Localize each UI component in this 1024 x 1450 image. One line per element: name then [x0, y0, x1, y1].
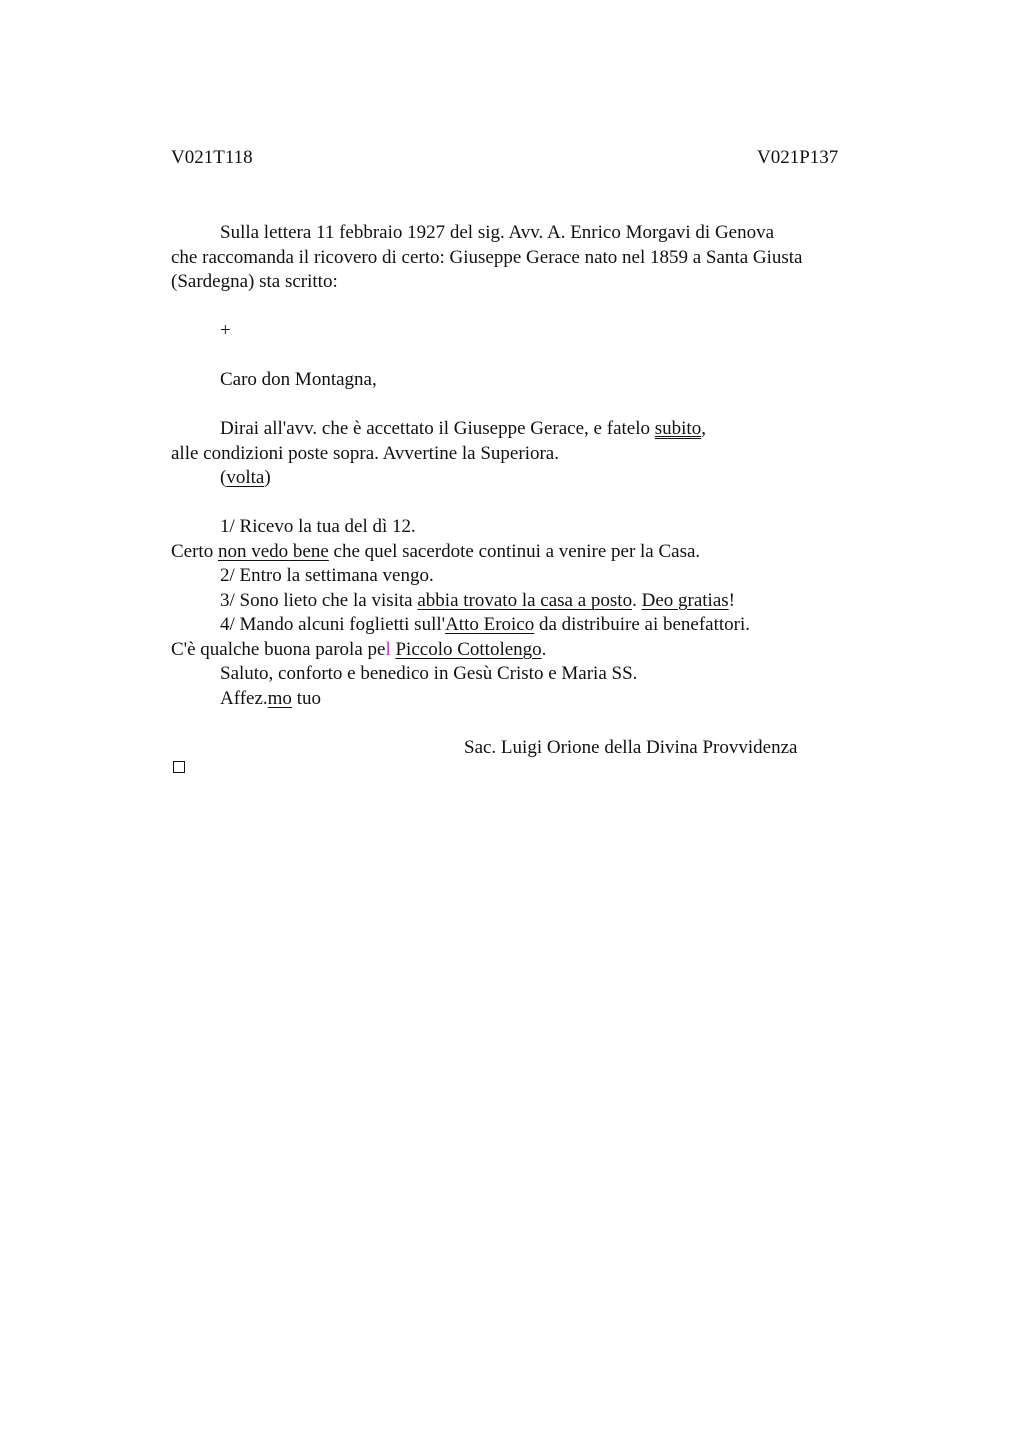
- intro-line-3: (Sardegna) sta scritto:: [171, 271, 338, 292]
- point-text: 4/ Mando alcuni foglietti sull': [220, 614, 446, 635]
- point-2: 2/ Entro la settimana vengo.: [220, 565, 434, 586]
- underlined-phrase: non vedo bene: [217, 540, 329, 562]
- spacer: [171, 393, 871, 418]
- note-line-2: alle condizioni poste sopra. Avvertine la Superiora.: [171, 442, 559, 464]
- signature: Sac. Luigi Orione della Divina Provvidenza: [464, 736, 798, 758]
- closing-text: tuo: [291, 687, 321, 709]
- point-text: !: [728, 589, 735, 611]
- spacer: [171, 491, 871, 516]
- point-4-continued: [171, 638, 871, 663]
- underlined-phrase-piccolo-cottolengo: Piccolo Cottolengo: [395, 638, 542, 660]
- note-line-1: [171, 417, 871, 442]
- document-code-right: V021P137: [757, 147, 839, 168]
- paren-open: (: [220, 467, 227, 488]
- intro-line-2: che raccomanda il ricovero di certo: Giuseppe Gerace nato nel 1859 a Santa Giusta: [171, 246, 803, 268]
- point-4: [171, 613, 871, 638]
- point-3: [171, 589, 871, 614]
- point-text: che quel sacerdote continui a venire per la Casa.: [328, 540, 701, 562]
- paren-close: ): [264, 467, 271, 488]
- point-text: .: [632, 589, 642, 611]
- spacer: [171, 295, 871, 320]
- closing-affez: [171, 687, 871, 712]
- point-1-continued: [171, 540, 871, 565]
- point-text: C'è qualche buona parola pe: [171, 638, 386, 660]
- underlined-phrase-deo-gratias: Deo gratias: [641, 589, 729, 611]
- note-text: Dirai all'avv. che è accettato il Giuseppe Gerace, e fatelo: [220, 418, 655, 439]
- underlined-phrase: abbia trovato la casa a posto: [417, 589, 633, 611]
- note-punct: ,: [701, 418, 706, 439]
- salutation: Caro don Montagna,: [220, 369, 377, 390]
- underlined-word-volta: volta: [226, 467, 265, 488]
- point-text: 3/ Sono lieto che la visita: [220, 589, 418, 611]
- cross-mark: +: [220, 320, 231, 341]
- underlined-word-subito: subito: [654, 418, 702, 439]
- point-text: .: [541, 638, 547, 660]
- highlighted-letter: l: [385, 638, 391, 660]
- underlined-abbrev-mo: mo: [267, 687, 292, 709]
- underlined-phrase-atto-eroico: Atto Eroico: [445, 614, 535, 635]
- closing-greeting: Saluto, conforto e benedico in Gesù Cristo e Maria SS.: [220, 663, 638, 684]
- spacer: [171, 711, 871, 736]
- letter-body: [171, 221, 871, 760]
- end-of-document-box-icon: [173, 761, 185, 773]
- document-code-left: V021T118: [171, 147, 253, 168]
- closing-text: Affez.: [220, 687, 268, 709]
- spacer: [171, 344, 871, 369]
- intro-line-1: Sulla lettera 11 febbraio 1927 del sig. Avv. A. Enrico Morgavi di Genova: [220, 222, 775, 243]
- point-1: 1/ Ricevo la tua del dì 12.: [220, 516, 416, 537]
- note-line-3: [171, 466, 871, 491]
- point-text: Certo: [171, 540, 218, 562]
- point-text: da distribuire ai benefattori.: [534, 614, 751, 635]
